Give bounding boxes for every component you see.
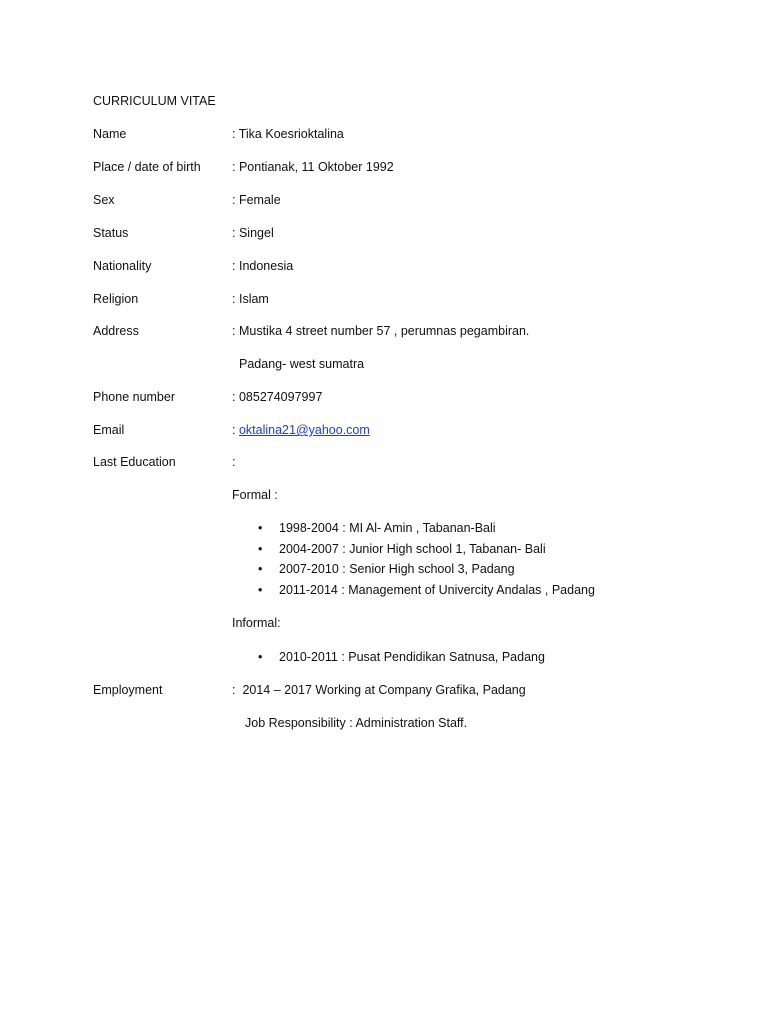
list-item: • 2007-2010 : Senior High school 3, Padang [258,562,515,576]
field-name [93,127,693,145]
field-value: : Mustika 4 street number 57 , perumnas pegambiran. [232,324,530,338]
field-email [93,423,693,441]
field-value: : Female [232,193,281,207]
field-value: : oktalina21@yahoo.com [232,423,370,437]
document-title: CURRICULUM VITAE [93,94,216,108]
formal-education-heading: Formal : [232,488,278,502]
list-item: • 1998-2004 : MI Al- Amin , Tabanan-Bali [258,521,496,535]
field-value: : Tika Koesrioktalina [232,127,344,141]
field-label: Nationality [93,259,152,273]
informal-education-heading: Informal: [232,616,281,630]
field-label: Sex [93,193,115,207]
field-label: Address [93,324,139,338]
field-value: : [232,455,236,469]
address-line-2: Padang- west sumatra [239,357,365,371]
field-value: : 2014 – 2017 Working at Company Grafika, Padang [232,683,526,697]
field-label: Name [93,127,127,141]
field-label: Status [93,226,129,240]
field-address [93,324,693,342]
field-education [93,455,693,473]
field-employment [93,683,693,701]
field-phone [93,390,693,408]
field-label: Last Education [93,455,176,469]
field-label: Email [93,423,125,437]
field-nationality [93,259,693,277]
field-label: Employment [93,683,163,697]
job-responsibility: Job Responsibility : Administration Staff. [245,716,468,730]
field-religion [93,292,693,310]
informal-education-list [258,650,545,671]
field-label: Phone number [93,390,176,404]
field-status [93,226,693,244]
field-birth [93,160,693,178]
field-value: : 085274097997 [232,390,323,404]
email-link[interactable]: oktalina21@yahoo.com [238,423,370,437]
field-value: : Pontianak, 11 Oktober 1992 [232,160,394,174]
list-item: • 2010-2011 : Pusat Pendidikan Satnusa, Padang [258,650,545,664]
field-value: : Islam [232,292,269,306]
field-label: Religion [93,292,139,306]
field-value: : Singel [232,226,274,240]
field-label: Place / date of birth [93,160,201,174]
field-value: : Indonesia [232,259,294,273]
field-sex [93,193,693,211]
list-item: • 2004-2007 : Junior High school 1, Tabanan- Bali [258,541,546,556]
list-item: • 2011-2014 : Management of Univercity Andalas , Padang [258,582,595,597]
formal-education-list [258,521,595,603]
